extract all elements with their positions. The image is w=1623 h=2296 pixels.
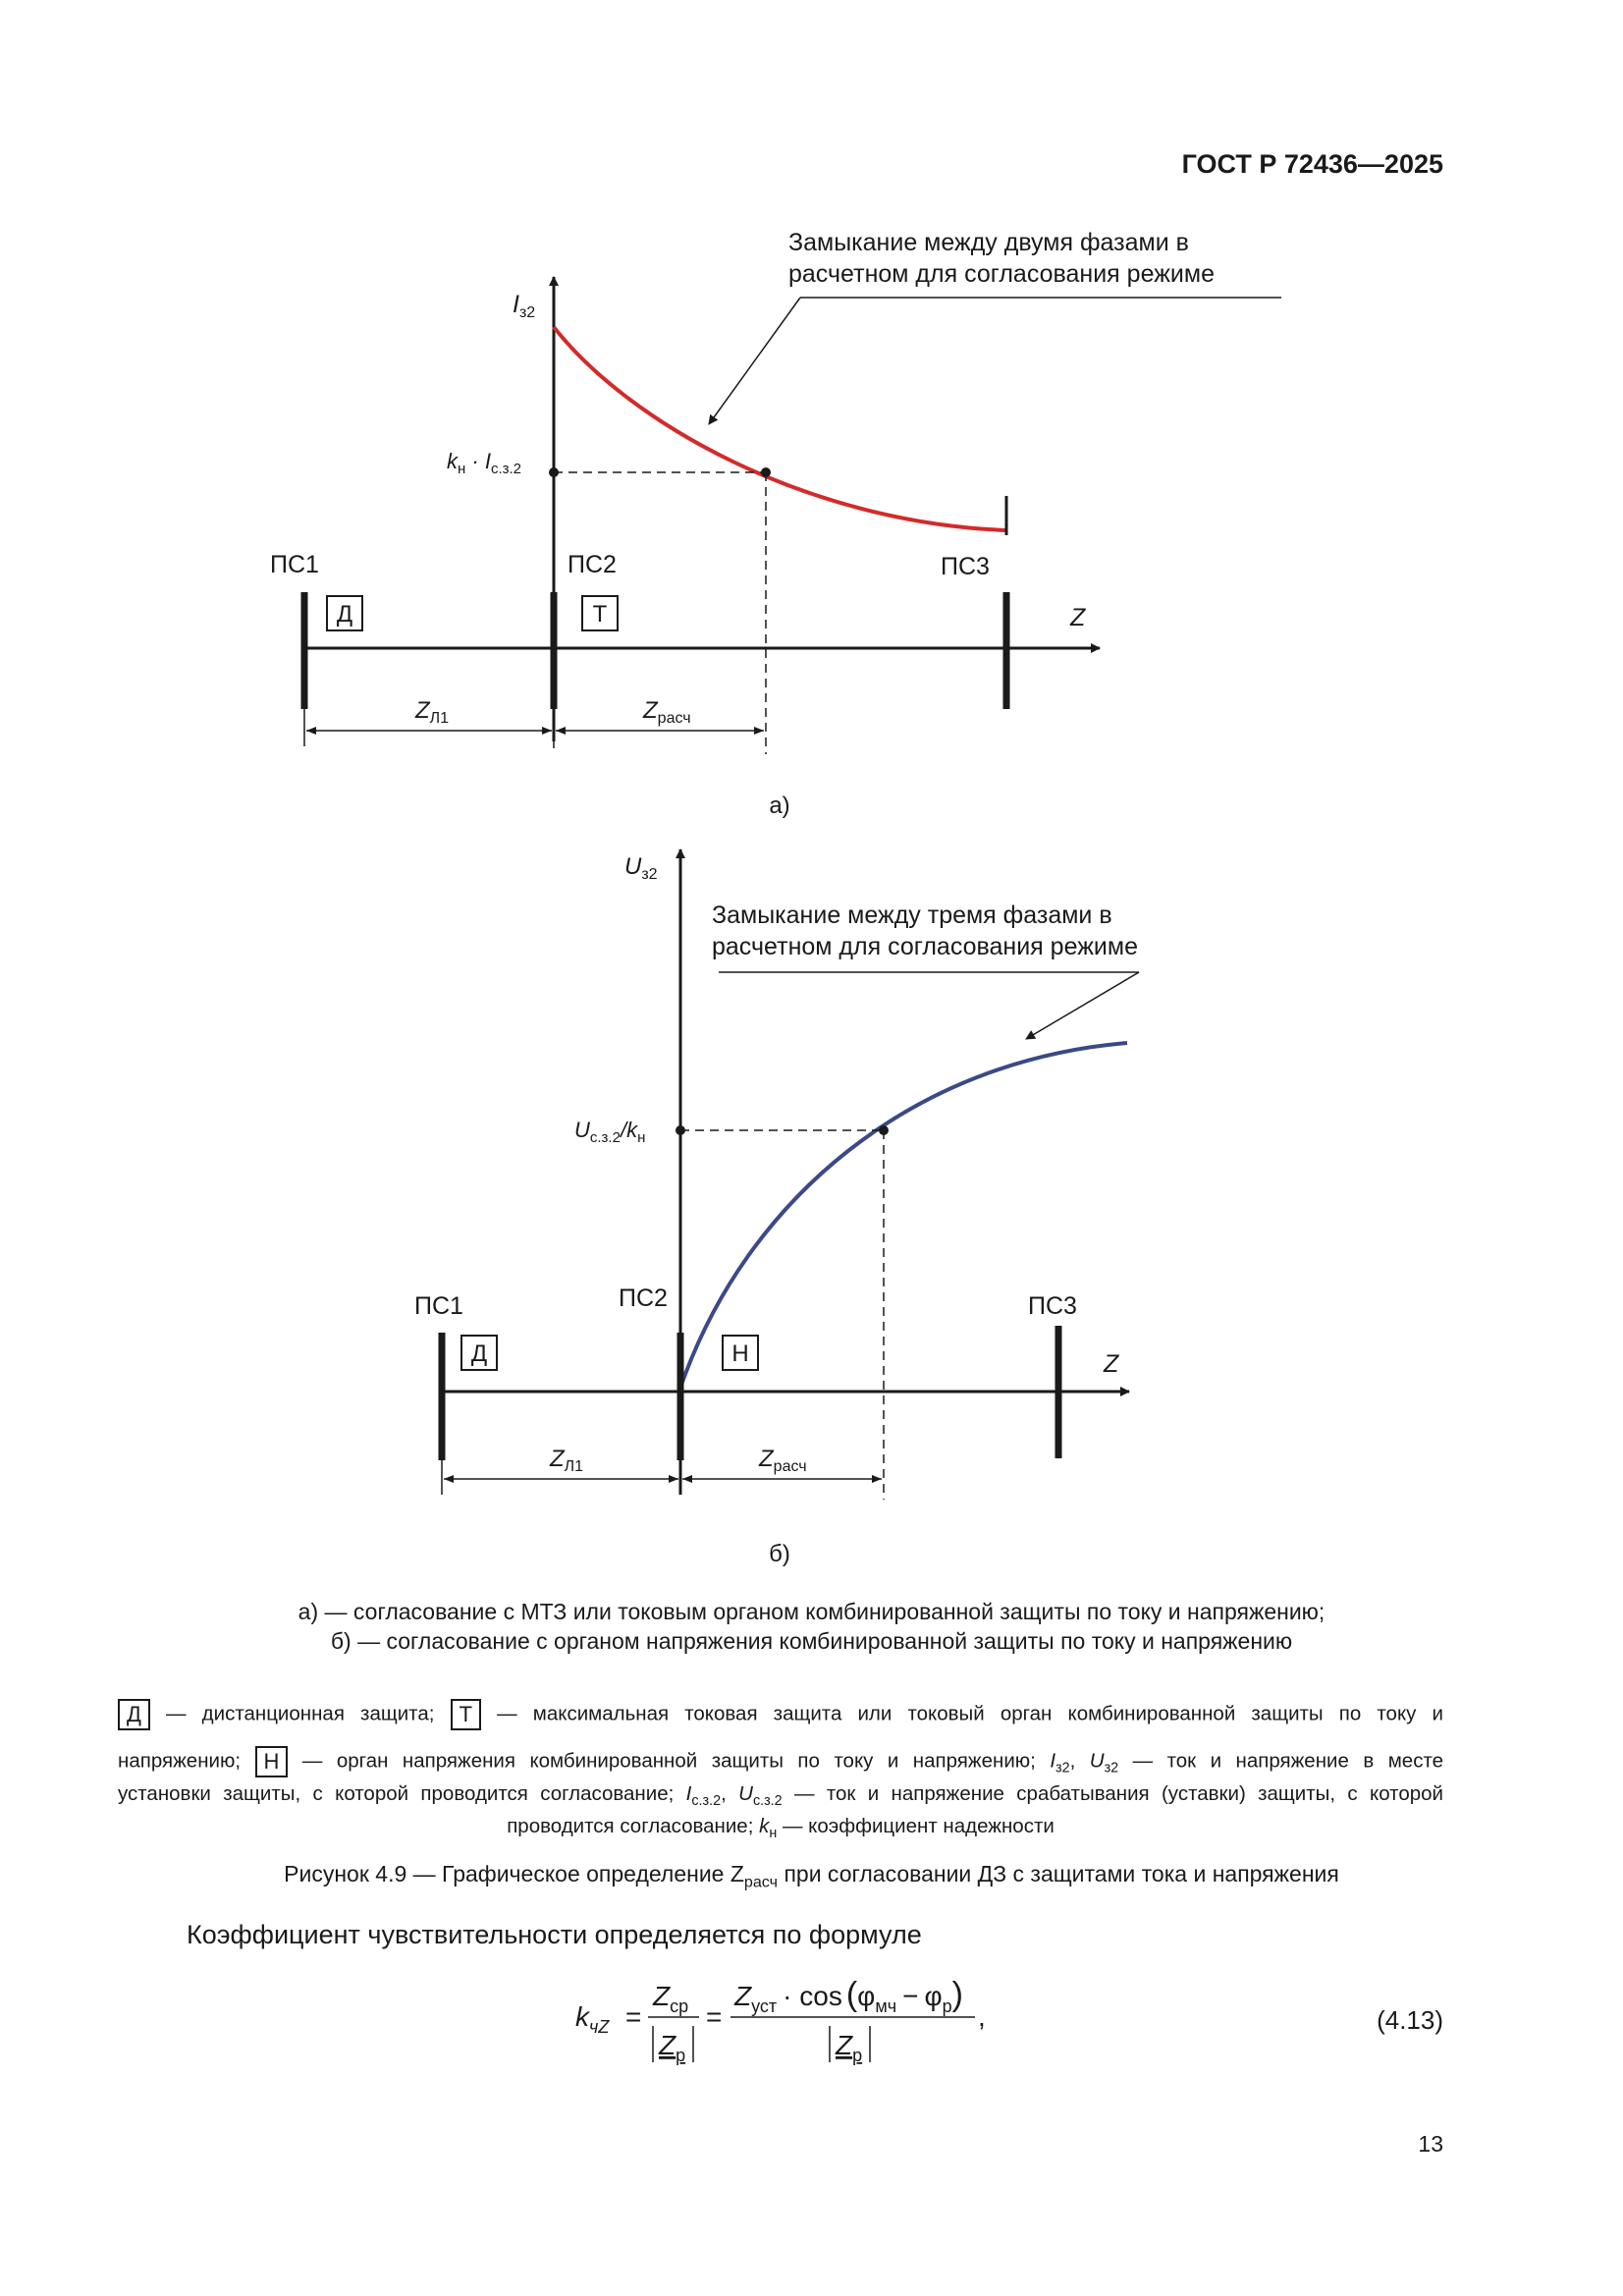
formula-den2: $Z_р$ [836,2030,863,2065]
fig-b-label-ps1: ПС1 [414,1292,463,1320]
legend-box-t: Т [451,1699,481,1730]
fig-a-annotation-line1: Замыкание между двумя фазами в [788,229,1189,256]
fig-a-relay-t: Т [592,601,608,628]
formula-lhs: $k_{чZ}$ [575,2001,610,2037]
legend-k: k [759,1814,770,1837]
document-id: ГОСТ Р 72436—2025 [1181,149,1443,179]
equation-number: (4.13) [1377,2005,1443,2035]
legend-text-k: — коэффициент надежности [777,1814,1055,1837]
legend-box-d: Д [118,1699,150,1730]
figure-legend [118,1699,1443,1846]
legend-comma2: , [721,1781,739,1805]
formula-num1: $Z_{ср}$ [653,1981,689,2016]
fig-b-relay-n: Н [731,1340,749,1367]
formula-trail: , [978,2001,986,2032]
fig-b-label-ps3: ПС3 [1028,1292,1077,1320]
formula-num2: $Z_{уст} \cdot \cos (\varphi_{мч} - \varphi_р)$ [734,1976,963,2016]
legend-comma1: , [1069,1749,1090,1773]
fig-b-label-ps2: ПС2 [619,1285,668,1312]
legend-ic-sub: с.з.2 [691,1792,722,1809]
caption-b: б) — согласование с органом напряжения комбинированной защиты по току и напряжению [330,1628,1293,1654]
caption-a: а) — согласование с МТЗ или токовым органом комбинированной защиты по току и напряжению; [298,1599,1325,1624]
formula-eq1: = [625,2001,642,2032]
legend-text-n: — орган напряжения комбинированной защиты по току и напряжению; [288,1749,1036,1773]
fig-b-annotation-leader [1026,972,1139,1039]
fig-b-label: б) [769,1541,790,1567]
fig-a-label: а) [769,793,790,819]
fig-a-dim-zcalc-label: $Z_{расч}$ [643,697,691,727]
fig-b-y-axis-label: $U_{з2}$ [624,853,658,883]
figure-title [118,1861,1505,1892]
figure-title-suffix: при согласовании ДЗ с защитами тока и напряжения [778,1861,1339,1886]
fig-b-x-axis-label: Z [1104,1350,1119,1378]
legend-line4: проводится согласование; [507,1814,754,1837]
figure-title-sub: расч [743,1873,779,1891]
fig-b-level-label: $U_{с.з.2}/k_н$ [574,1118,646,1146]
legend-text-c: — ток и напряжение срабатывания (уставки) защиты, с которой [782,1781,1443,1805]
legend-i: I [1050,1749,1056,1773]
figure-title-prefix: Рисунок 4.9 — Графическое определение Z [284,1861,744,1886]
legend-u-sub: з2 [1104,1760,1119,1777]
fig-b-annotation-line1: Замыкание между тремя фазами в [712,902,1112,929]
legend-text-d: — дистанционная защита; [149,1702,435,1725]
formula-eq2: = [706,2001,723,2032]
page-number: 13 [1418,2131,1443,2157]
legend-text-t2: напряжению; [118,1749,242,1773]
fig-a-label-ps3: ПС3 [941,553,990,580]
fig-b-relay-d: Д [470,1340,488,1367]
legend-text-t: — максимальная токовая защита или токовый орган комбинированной защиты по току и [481,1702,1443,1725]
fig-a-y-axis-label: $I_{з2}$ [513,291,536,321]
fig-b-annotation-line2: расчетном для согласования режиме [712,933,1138,960]
fig-a-x-axis-label: Z [1070,604,1086,631]
fig-a-level-label: $k_н \cdot I_{с.з.2}$ [447,449,522,477]
formula-den1: $Z_р$ [659,2030,686,2065]
legend-u: U [1089,1749,1105,1773]
legend-i-sub: з2 [1055,1760,1070,1777]
legend-text-iu: — ток и напряжение в месте [1118,1749,1444,1773]
fig-a-relay-d: Д [336,601,353,628]
fig-a-label-ps2: ПС2 [568,551,617,578]
legend-box-n: Н [255,1746,289,1777]
fig-b-dim-zcalc-label: $Z_{расч}$ [759,1446,807,1475]
fig-a-annotation-line2: расчетном для согласования режиме [788,260,1215,288]
legend-line3: установки защиты, с которой проводится согласование; [118,1781,675,1805]
body-paragraph: Коэффициент чувствительности определяется по формуле [187,1920,922,1949]
fig-a-dim-zl1-label: $Z_{Л1}$ [415,697,450,727]
legend-k-sub: н [769,1825,778,1841]
fig-a-label-ps1: ПС1 [270,551,319,578]
fig-b-dim-zl1-label: $Z_{Л1}$ [550,1446,584,1475]
legend-uc: U [738,1781,753,1805]
legend-ic: I [685,1781,692,1805]
legend-uc-sub: с.з.2 [752,1792,783,1809]
